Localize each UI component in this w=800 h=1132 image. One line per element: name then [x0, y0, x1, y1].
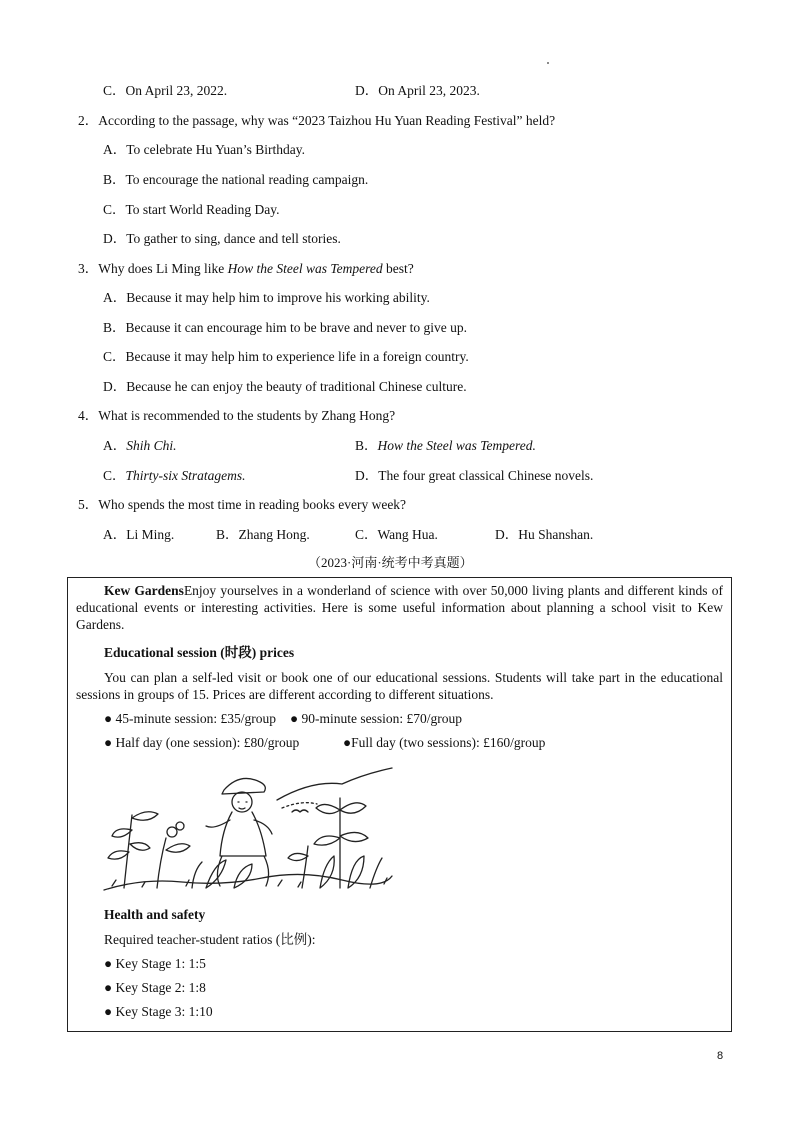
- q5-stem: 5．Who spends the most time in reading books every week?: [78, 497, 407, 512]
- q3-option-a: A．Because it may help him to improve his working ability.: [103, 290, 430, 305]
- q4-option-c: C．Thirty-six Stratagems.: [103, 468, 246, 483]
- q2-option-d: D．To gather to sing, dance and tell stories.: [103, 231, 341, 246]
- q5-option-a: A．Li Ming.: [103, 527, 175, 542]
- edu-text: You can plan a self-led visit or book one of our educational sessions. Students will take part in the educational sessions in groups of 15. Prices are different according to different situations.: [76, 670, 723, 702]
- edu-heading: Educational session (时段) prices: [104, 645, 295, 660]
- q3-book-title: How the Steel was Tempered: [227, 261, 383, 276]
- q5-option-b: B．Zhang Hong.: [216, 527, 310, 542]
- q5-option-c: C．Wang Hua.: [355, 527, 438, 542]
- ratio-key-stage-2: ● Key Stage 2: 1:8: [104, 980, 206, 995]
- passage-box: [67, 577, 732, 1032]
- q1-option-d: D．On April 23, 2023.: [355, 83, 480, 98]
- q4-option-b: B．How the Steel was Tempered.: [355, 438, 536, 453]
- health-heading: Health and safety: [104, 907, 206, 922]
- q4-option-a: A．Shih Chi.: [103, 438, 177, 453]
- passage-title: Kew Gardens: [104, 583, 184, 598]
- price-half-day: ● Half day (one session): £80/group: [104, 735, 300, 750]
- q4-stem: 4．What is recommended to the students by Zhang Hong?: [78, 408, 396, 423]
- q4-option-d: D．The four great classical Chinese novels.: [355, 468, 594, 483]
- q3-option-d: D．Because he can enjoy the beauty of traditional Chinese culture.: [103, 379, 467, 394]
- scan-dot: [547, 62, 549, 64]
- q3-option-c: C．Because it may help him to experience life in a foreign country.: [103, 349, 469, 364]
- price-90min: ● 90-minute session: £70/group: [290, 711, 463, 726]
- passage-intro: Kew GardensEnjoy yourselves in a wonderland of science with over 50,000 living plants and different kinds of educational events or interesting activities. Here is some useful information about planning a school visit to Kew Gardens.: [76, 583, 723, 632]
- ratio-key-stage-1: ● Key Stage 1: 1:5: [104, 956, 206, 971]
- q2-option-b: B．To encourage the national reading campaign.: [103, 172, 369, 187]
- garden-illustration: [102, 760, 394, 896]
- q2-stem: 2．According to the passage, why was “2023 Taizhou Hu Yuan Reading Festival” held?: [78, 113, 556, 128]
- q2-option-c: C．To start World Reading Day.: [103, 202, 280, 217]
- price-full-day: ●Full day (two sessions): £160/group: [343, 735, 546, 750]
- q3-option-b: B．Because it can encourage him to be brave and never to give up.: [103, 320, 467, 335]
- q2-option-a: A．To celebrate Hu Yuan’s Birthday.: [103, 142, 305, 157]
- q5-option-d: D．Hu Shanshan.: [495, 527, 594, 542]
- ratio-intro: Required teacher-student ratios (比例):: [104, 932, 316, 947]
- q3-stem: 3．Why does Li Ming like How the Steel was Tempered best?: [78, 261, 414, 276]
- price-45min: ● 45-minute session: £35/group: [104, 711, 277, 726]
- ratio-key-stage-3: ● Key Stage 3: 1:10: [104, 1004, 213, 1019]
- q1-option-c: C．On April 23, 2022.: [103, 83, 228, 98]
- page-number: 8: [717, 1050, 724, 1062]
- source-note: （2023·河南·统考中考真题）: [308, 555, 473, 570]
